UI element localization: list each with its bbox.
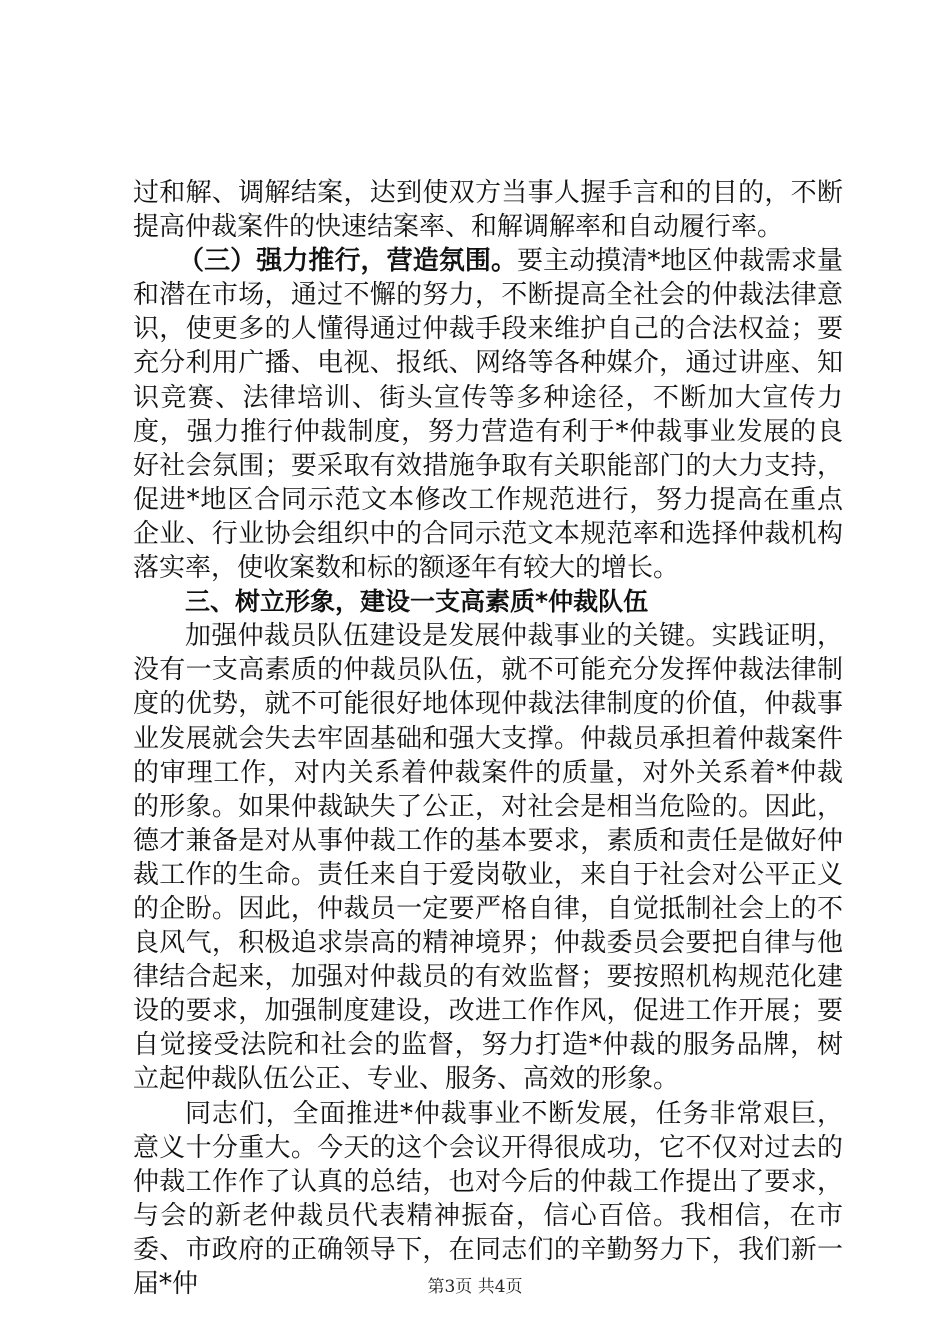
subsection-heading: （三）强力推行，营造氛围。 [178, 246, 518, 277]
paragraph-text: 同志们，全面推进*仲裁事业不断发展，任务非常艰巨，意义十分重大。今天的这个会议开得很成功，它不仅对过去的仲裁工作作了认真的总结，也对今后的仲裁工作提出了要求，与会的新老仲裁员代表精神振奋，信心百倍。我相信，在市委、市政府的正确领导下，在同志们的辛勤努力下，我们新一届*仲 [133, 1098, 843, 1299]
page-footer [0, 1272, 950, 1297]
paragraph-promotion [133, 244, 843, 585]
paragraph-team-building [133, 619, 843, 1096]
page-number: 第3页 共4页 [427, 1277, 523, 1297]
paragraph-closing [133, 1097, 843, 1302]
paragraph-text: 要主动摸清*地区仲裁需求量和潜在市场，通过不懈的努力，不断提高全社会的仲裁法律意识，使更多的人懂得通过仲裁手段来维护自己的合法权益；要充分利用广播、电视、报纸、网络等各种媒介，通过讲座、知识竞赛、法律培训、街头宣传等多种途径，不断加大宣传力度，强力推行仲裁制度，努力营造有利于*仲裁事业发展的良好社会氛围；要采取有效措施争取有关职能部门的大力支持，促进*地区合同示范文本修改工作规范进行，努力提高在重点企业、行业协会组织中的合同示范文本规范率和选择仲裁机构落实率，使收案数和标的额逐年有较大的增长。 [133, 246, 843, 584]
paragraph-continuation [133, 176, 843, 244]
paragraph-text: 过和解、调解结案，达到使双方当事人握手言和的目的，不断提高仲裁案件的快速结案率、和解调解率和自动履行率。 [133, 178, 843, 243]
document-body [133, 176, 843, 1301]
section-heading: 三、树立形象，建设一支高素质*仲裁队伍 [185, 587, 649, 617]
paragraph-text: 加强仲裁员队伍建设是发展仲裁事业的关键。实践证明，没有一支高素质的仲裁员队伍，就不可能充分发挥仲裁法律制度的优势，就不可能很好地体现仲裁法律制度的价值，仲裁事业发展就会失去牢固基础和强大支撑。仲裁员承担着仲裁案件的审理工作，对内关系着仲裁案件的质量，对外关系着*仲裁的形象。如果仲裁缺失了公正，对社会是相当危险的。因此，德才兼备是对从事仲裁工作的基本要求，素质和责任是做好仲裁工作的生命。责任来自于爱岗敬业，来自于社会对公平正义的企盼。因此，仲裁员一定要严格自律，自觉抵制社会上的不良风气，积极追求崇高的精神境界；仲裁委员会要把自律与他律结合起来，加强对仲裁员的有效监督；要按照机构规范化建设的要求，加强制度建设，改进工作作风，促进工作开展；要自觉接受法院和社会的监督，努力打造*仲裁的服务品牌，树立起仲裁队伍公正、专业、服务、高效的形象。 [133, 621, 843, 1095]
